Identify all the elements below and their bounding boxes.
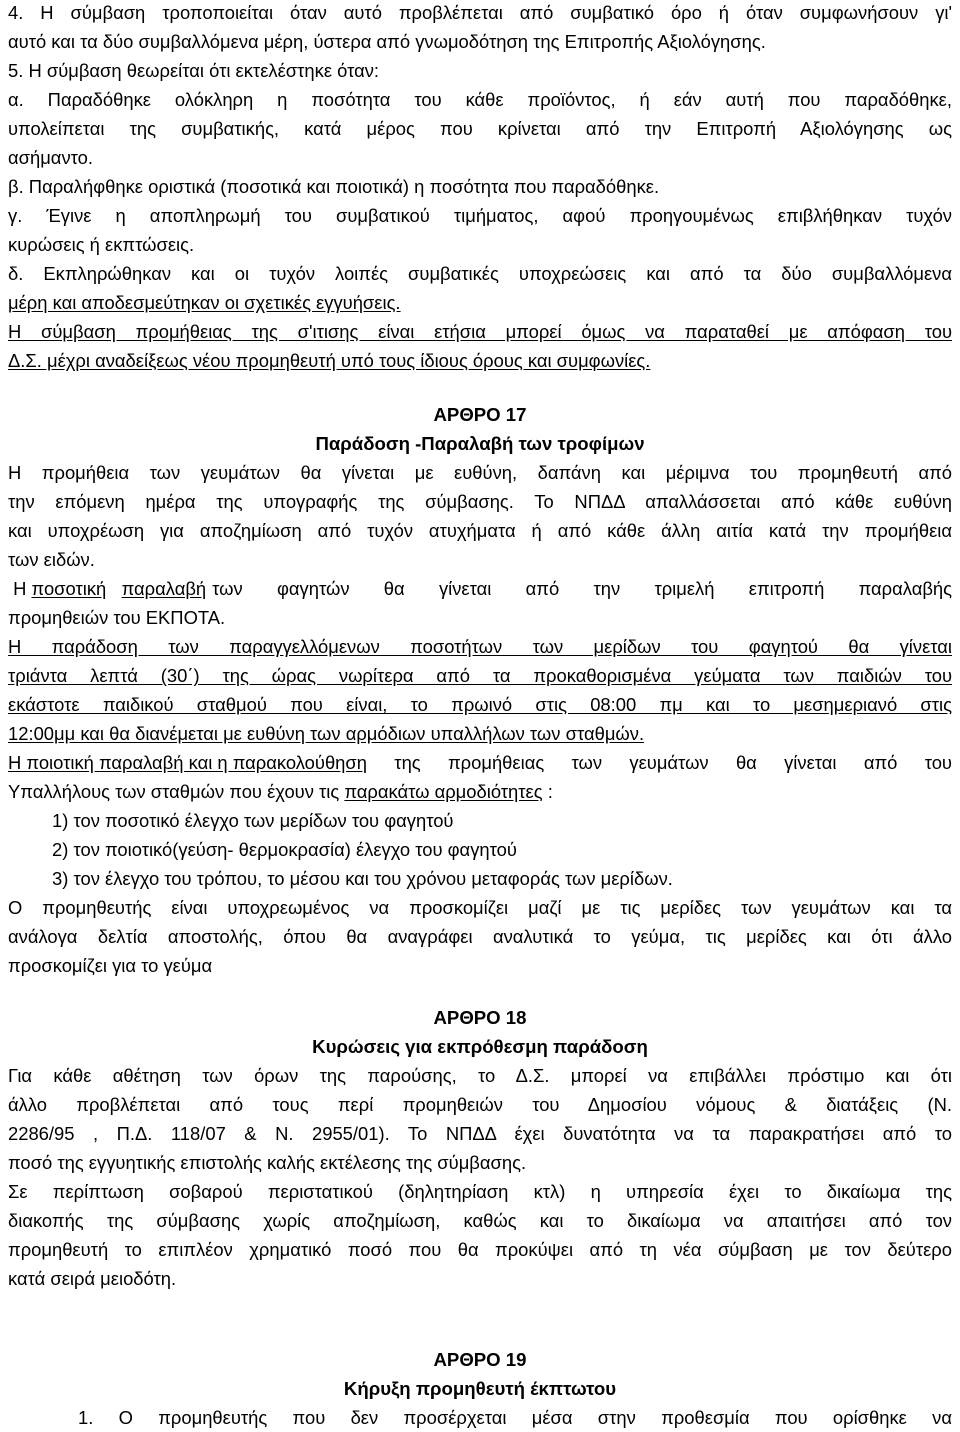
article-18-title: Κυρώσεις για εκπρόθεσμη παράδοση [312,1036,648,1057]
text-line: γ. Έγινε η αποπληρωμή του συμβατικού τιμήματος, αφού προηγουμένως επιβλήθηκαν τυχόν [8,205,952,226]
text-line: άλλο προβλέπεται από τους περί προμηθειών του Δημοσίου νόμους & διατάξεις (Ν. [8,1094,952,1115]
text-line: την επόμενη ημέρα της υπογραφής της σύμβασης. Το ΝΠΔΔ απαλλάσσεται από κάθε ευθύνη [8,491,952,512]
text-line: Η σύμβαση προμήθειας της σ'ιτισης είναι ετήσια μπορεί όμως να παραταθεί με απόφαση του [8,321,952,342]
text-line: ασήμαντο. [8,147,93,168]
text-line: Η προμήθεια των γευμάτων θα γίνεται με ευθύνη, δαπάνη και μέριμνα του προμηθευτή από [8,462,952,483]
underlined-text: μέρη και αποδεσμεύτηκαν οι σχετικές εγγυήσεις. [8,292,401,313]
underlined-text: παραλαβή [121,578,207,599]
text-line: προμηθειών του ΕΚΠΟΤΑ. [8,607,226,628]
article-17-number: ΑΡΘΡΟ 17 [433,404,527,425]
text-line: Σε περίπτωση σοβαρού περιστατικού (δηλητηρίαση κτλ) η υπηρεσία έχει το δικαίωμα της [8,1181,952,1202]
text-line: 2286/95 , Π.Δ. 118/07 & Ν. 2955/01). Το ΝΠΔΔ έχει δυνατότητα να τα παρακρατήσει από το [8,1123,952,1144]
text-line: αυτό και τα δύο συμβαλλόμενα μέρη, ύστερα από γνωμοδότηση της Επιτροπής Αξιολόγησης. [8,31,766,52]
underlined-text: Δ.Σ. μέχρι αναδείξεως νέου προμηθευτή υπό τους ίδιους όρους και συμφωνίες. [8,350,651,371]
text-line [8,719,952,748]
underlined-text: ποσοτική [31,578,107,599]
underlined-text: Η ποιοτική παραλαβή και η παρακολούθηση [8,752,367,773]
list-item: 2) τον ποιοτικό(γεύση- θερμοκρασία) έλεγχο του φαγητού [52,839,517,860]
text-fragment: της προμήθειας των γευμάτων θα γίνεται από του [366,752,952,773]
text-line: των ειδών. [8,549,95,570]
text-line: προσκομίζει για το γεύμα [8,955,213,976]
text-line: β. Παραλήφθηκε οριστικά (ποσοτικά και ποιοτικά) η ποσότητα που παραδόθηκε. [8,176,660,197]
text-line: προμηθευτή το επιπλέον χρηματικό ποσό που θα προκύψει από τη νέα σύμβαση με τον δεύτερο [8,1239,952,1260]
text-fragment: των φαγητών θα γίνεται από την τριμελή επιτροπή παραλαβής [212,578,952,599]
text-fragment: Η ποσοτική παραλαβή [8,578,207,599]
article-17-title: Παράδοση -Παραλαβή των τροφίμων [315,433,645,454]
text-line: ανάλογα δελτία αποστολής, όπου θα αναγράφει αναλυτικά το γεύμα, τις μερίδες και ότι άλλο [8,926,952,947]
article-18-number: ΑΡΘΡΟ 18 [433,1007,527,1028]
text-line: τριάντα λεπτά (30΄) της ώρας νωρίτερα από τα προκαθορισμένα γεύματα των παιδιών του [8,665,952,686]
text-line: και υποχρέωση για αποζημίωση από τυχόν ατυχήματα ή από κάθε άλλη αιτία κατά την προμήθεια [8,520,952,541]
text-line: δ. Εκπληρώθηκαν και οι τυχόν λοιπές συμβατικές υποχρεώσεις και από τα δύο συμβαλλόμενα [8,263,952,284]
text-line: διακοπής της σύμβασης χωρίς αποζημίωση, καθώς και το δικαίωμα να απαιτήσει από τον [8,1210,952,1231]
text-line: Για κάθε αθέτηση των όρων της παρούσης, το Δ.Σ. μπορεί να επιβάλλει πρόστιμο και ότι [8,1065,952,1086]
text-line: 5. Η σύμβαση θεωρείται ότι εκτελέστηκε όταν: [8,60,380,81]
article-19-title: Κήρυξη προμηθευτή έκπτωτου [343,1378,617,1399]
text-line: κυρώσεις ή εκπτώσεις. [8,234,195,255]
text-line [8,346,952,375]
text-line: ποσό της εγγυητικής επιστολής καλής εκτέλεσης της σύμβασης. [8,1152,527,1173]
underlined-text: παρακάτω αρμοδιότητες [344,781,543,802]
underlined-text: 12:00μμ και θα διανέμεται με ευθύνη των αρμόδιων υπαλλήλων των σταθμών. [8,723,645,744]
text-line [8,574,952,603]
text-line [8,748,952,777]
text-line: υπολείπεται της συμβατικής, κατά μέρος που κρίνεται από την Επιτροπή Αξιολόγησης ως [8,118,952,139]
list-item: 1. Ο προμηθευτής που δεν προσέρχεται μέσα στην προθεσμία που ορίσθηκε να [78,1407,952,1428]
text-line: κατά σειρά μειοδότη. [8,1268,177,1289]
article-19-number: ΑΡΘΡΟ 19 [433,1349,527,1370]
text-line: Υπαλλήλους των σταθμών που έχουν τις παρακάτω αρμοδιότητες : [8,781,553,802]
list-item: 3) τον έλεγχο του τρόπου, το μέσου και του χρόνου μεταφοράς των μερίδων. [52,868,673,889]
list-item: 1) τον ποσοτικό έλεγχο των μερίδων του φαγητού [52,810,454,831]
text-line: 4. Η σύμβαση τροποποιείται όταν αυτό προβλέπεται από συμβατικό όρο ή όταν συμφωνήσουν γι' [8,2,952,23]
text-line: εκάστοτε παιδικού σταθμού που είναι, το πρωινό στις 08:00 πμ και το μεσημεριανό στις [8,694,952,715]
text-line [8,288,952,317]
text-line: α. Παραδόθηκε ολόκληρη η ποσότητα του κάθε προϊόντος, ή εάν αυτή που παραδόθηκε, [8,89,952,110]
text-line: Ο προμηθευτής είναι υποχρεωμένος να προσκομίζει μαζί με τις μερίδες των γευμάτων και τα [8,897,952,918]
text-line: Η παράδοση των παραγγελλόμενων ποσοτήτων των μερίδων του φαγητού θα γίνεται [8,636,952,657]
